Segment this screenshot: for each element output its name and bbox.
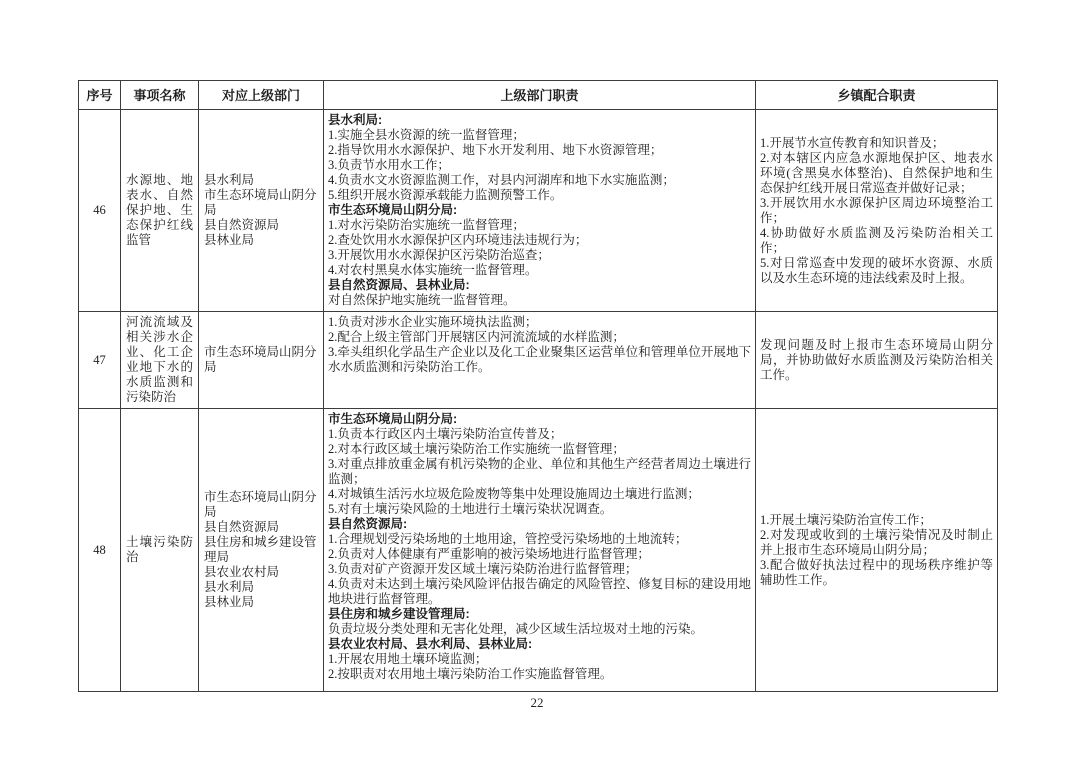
column-header-2: 对应上级部门 [199,81,324,110]
duty-item: 3.牵头组织化学品生产企业以及化工企业聚集区运营单位和管理单位开展地下水水质监测和污染防治工作。 [328,345,751,374]
duty-item: 1.合理规划受污染场地的土地用途，管控受污染场地的土地流转； [328,532,688,546]
table-row [79,312,998,409]
table-body [79,110,998,692]
department-name: 市生态环境局山阴分局 [204,345,317,374]
duty-item: 2.配合上级主管部门开展辖区内河流流域的水样监测； [328,330,625,344]
township-duties [756,409,998,692]
column-header-3: 上级部门职责 [324,81,756,110]
department-name: 县自然资源局 [204,520,280,534]
department-name: 县农业农村局 [204,565,280,579]
duty-item: 3.负责对矿产资源开发区域土壤污染防治进行监督管理； [328,562,638,576]
duty-item: 1.负责对涉水企业实施环境执法监测； [328,315,538,329]
department-name: 市生态环境局山阴分局 [204,490,317,519]
township-duty-item: 2.对发现或收到的土壤污染情况及时制止并上报市生态环境局山阴分局； [760,527,993,557]
superior-duties [324,312,756,409]
superior-duties [324,409,756,692]
table-row [79,409,998,692]
duty-section-heading: 县自然资源局: [328,517,408,531]
duty-item: 4.对农村黑臭水体实施统一监督管理。 [328,263,538,277]
row-number: 48 [79,409,121,692]
township-duty-item: 4.协助做好水质监测及污染防治相关工作； [760,225,993,255]
duty-item: 4.负责水文水资源监测工作，对县内河湖库和地下水实施监测； [328,173,675,187]
duty-item: 1.对水污染防治实施统一监督管理； [328,218,525,232]
department-name: 县林业局 [204,595,255,609]
township-duty-item: 1.开展土壤污染防治宣传工作； [760,512,932,527]
column-header-4: 乡镇配合职责 [756,81,998,110]
department-name: 县林业局 [204,233,255,247]
duty-section-heading: 市生态环境局山阴分局: [328,203,458,217]
duty-item: 4.负责对未达到土壤污染风险评估报告确定的风险管控、修复目标的建设用地地块进行监督管理。 [328,577,751,606]
superior-departments [199,312,324,409]
superior-departments [199,110,324,312]
duty-item: 5.组织开展水资源承载能力监测预警工作。 [328,188,563,202]
duty-item: 2.查处饮用水水源保护区内环境违法违规行为； [328,233,588,247]
duty-section-heading: 县水利局: [328,113,383,127]
table-header-row [79,81,998,110]
superior-duties [324,110,756,312]
department-name: 市生态环境局山阴分局 [204,188,317,217]
duty-section-heading: 县住房和城乡建设管理局: [328,607,470,621]
township-duty-item: 5.对日常巡查中发现的破坏水资源、水质以及水生态环境的违法线索及时上报。 [760,255,993,285]
department-name: 县水利局 [204,580,255,594]
duty-item: 3.对重点排放重金属有机污染物的企业、单位和其他生产经营者周边土壤进行监测； [328,457,751,486]
duty-item: 1.实施全县水资源的统一监督管理； [328,128,525,142]
duty-section-heading: 市生态环境局山阴分局: [328,412,458,426]
column-header-0: 序号 [79,81,121,110]
duty-item: 3.开展饮用水水源保护区污染防治巡查； [328,248,550,262]
duty-item: 1.开展农用地土壤环境监测； [328,652,488,666]
township-duties [756,312,998,409]
duty-item: 4.对城镇生活污水垃圾危险废物等集中处理设施周边土壤进行监测； [328,487,700,501]
duty-item: 5.对有土壤污染风险的土地进行土壤污染状况调查。 [328,502,613,516]
township-duty-item: 2.对本辖区内应急水源地保护区、地表水环境(含黑臭水体整治)、自然保护地和生态保护红线开展日常巡查并做好记录； [760,150,993,195]
duty-item: 对自然保护地实施统一监督管理。 [328,293,516,307]
duty-item: 2.负责对人体健康有严重影响的被污染场地进行监督管理； [328,547,650,561]
duty-item: 1.负责本行政区内土壤污染防治宣传普及； [328,427,563,441]
item-name: 水源地、地表水、自然保护地、生态保护红线监管 [121,110,199,312]
column-header-1: 事项名称 [121,81,199,110]
department-name: 县水利局 [204,173,255,187]
superior-departments [199,409,324,692]
duty-item: 2.按职责对农用地土壤污染防治工作实施监督管理。 [328,667,613,681]
duty-item: 2.指导饮用水水源保护、地下水开发利用、地下水资源管理； [328,143,663,157]
duty-section-heading: 县农业农村局、县水利局、县林业局: [328,637,533,651]
department-name: 县自然资源局 [204,218,280,232]
township-duty-item: 3.开展饮用水水源保护区周边环境整治工作； [760,195,993,225]
duty-item: 3.负责节水用水工作； [328,158,450,172]
township-duties [756,110,998,312]
page-number: 22 [530,695,544,710]
township-duty-item: 发现问题及时上报市生态环境局山阴分局，并协助做好水质监测及污染防治相关工作。 [760,337,993,382]
item-name: 河流流域及相关涉水企业、化工企业地下水的水质监测和污染防治 [121,312,199,409]
row-number: 46 [79,110,121,312]
township-duty-item: 1.开展节水宣传教育和知识普及； [760,135,945,150]
item-name: 土壤污染防治 [121,409,199,692]
duty-section-heading: 县自然资源局、县林业局: [328,278,470,292]
row-number: 47 [79,312,121,409]
department-name: 县住房和城乡建设管理局 [204,535,317,564]
township-duty-item: 3.配合做好执法过程中的现场秩序维护等辅助性工作。 [760,557,993,587]
duty-item: 负责垃圾分类处理和无害化处理，减少区域生活垃圾对土地的污染。 [328,622,704,636]
responsibility-table [78,80,998,692]
duty-item: 2.对本行政区域土壤污染防治工作实施统一监督管理； [328,442,625,456]
table-row [79,110,998,312]
